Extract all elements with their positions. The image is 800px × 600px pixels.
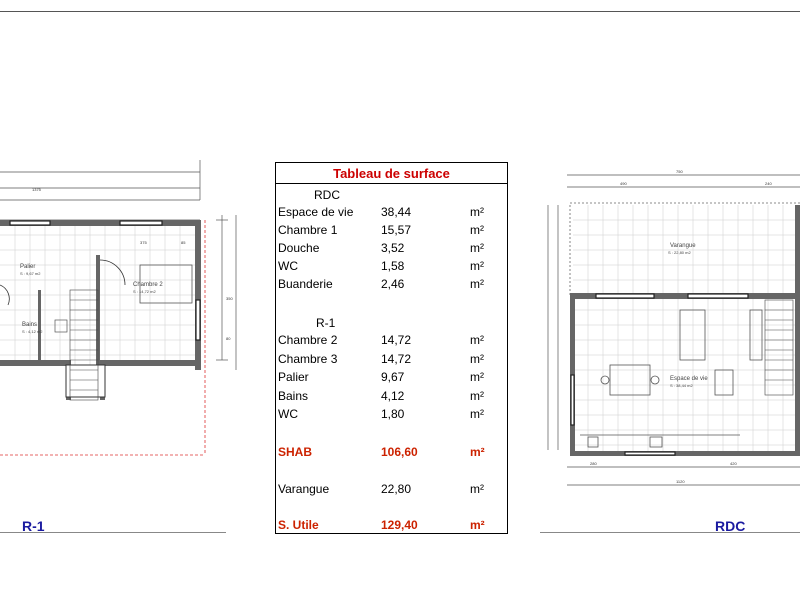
table-row [276, 407, 507, 425]
table-row [276, 277, 507, 295]
row-unit: m² [470, 333, 484, 347]
table-row [276, 352, 507, 370]
table-row-utile [276, 518, 507, 536]
row-unit: m² [470, 352, 484, 366]
row-value: 14,72 [381, 352, 412, 366]
row-name: WC [278, 259, 298, 273]
floor-plan-r1 [0, 160, 250, 470]
top-border-line [0, 11, 800, 12]
table-title-divider [276, 183, 507, 184]
room-label-espace: Espace de vie [670, 376, 708, 382]
table-row [276, 370, 507, 388]
row-unit: m² [470, 445, 485, 459]
row-unit: m² [470, 407, 484, 421]
room-label-varangue: Varangue [670, 243, 696, 249]
row-name: Buanderie [278, 277, 333, 291]
room-label-palier: Palier [20, 264, 36, 270]
room-area-bains: S : 4,12 m2 [22, 329, 43, 334]
row-name: S. Utile [278, 518, 319, 532]
row-unit: m² [470, 389, 484, 403]
row-name: Bains [278, 389, 309, 403]
dim-label: 280 [590, 461, 597, 466]
dim-label: 490 [620, 181, 627, 186]
table-row [276, 205, 507, 223]
table-title: Tableau de surface [333, 166, 450, 181]
row-value: 1,80 [381, 407, 405, 421]
row-name: Palier [278, 370, 309, 384]
table-row [276, 259, 507, 277]
row-value: 2,46 [381, 277, 405, 291]
dim-label: 375 [140, 240, 147, 245]
room-area-chambre2: S : 14,72 m2 [133, 289, 156, 294]
surface-table [275, 162, 508, 534]
table-row [276, 241, 507, 259]
row-value: 129,40 [381, 518, 418, 532]
dim-label: 80 [226, 336, 231, 341]
row-unit: m² [470, 518, 485, 532]
dim-label: 350 [226, 296, 233, 301]
row-value: 22,80 [381, 482, 412, 496]
row-unit: m² [470, 205, 484, 219]
row-name: Varangue [278, 482, 330, 496]
plan-label-rdc: RDC [715, 518, 746, 534]
row-value: 3,52 [381, 241, 405, 255]
table-row [276, 333, 507, 351]
table-row-shab [276, 445, 507, 463]
section-header-r1: R-1 [316, 316, 336, 330]
dim-label: 1375 [32, 187, 41, 192]
row-value: 1,58 [381, 259, 405, 273]
plan-label-r1: R-1 [22, 518, 45, 534]
dim-label: 85 [181, 240, 186, 245]
row-name: Espace de vie [278, 205, 354, 219]
dim-label: 750 [676, 169, 683, 174]
dim-label: 240 [765, 181, 772, 186]
row-unit: m² [470, 223, 484, 237]
room-label-bains: Bains [22, 322, 38, 328]
dim-label: 1120 [676, 479, 685, 484]
row-unit: m² [470, 241, 484, 255]
row-unit: m² [470, 370, 484, 384]
room-area-varangue: S : 22,80 m2 [668, 250, 691, 255]
row-name: Chambre 2 [278, 333, 338, 347]
table-row [276, 223, 507, 241]
label-underline-rdc [540, 532, 800, 533]
row-unit: m² [470, 259, 484, 273]
room-label-chambre2: Chambre 2 [133, 282, 163, 288]
floor-plan-rdc [540, 165, 800, 500]
row-value: 4,12 [381, 389, 405, 403]
row-name: SHAB [278, 445, 313, 459]
table-row-varangue [276, 482, 507, 500]
room-area-espace: S : 38,44 m2 [670, 383, 693, 388]
row-value: 106,60 [381, 445, 418, 459]
row-value: 14,72 [381, 333, 412, 347]
row-unit: m² [470, 482, 484, 496]
row-name: Douche [278, 241, 320, 255]
room-area-palier: S : 9,67 m2 [20, 271, 41, 276]
row-unit: m² [470, 277, 484, 291]
row-value: 9,67 [381, 370, 405, 384]
row-name: WC [278, 407, 298, 421]
row-name: Chambre 1 [278, 223, 338, 237]
row-value: 15,57 [381, 223, 412, 237]
row-name: Chambre 3 [278, 352, 338, 366]
section-header-rdc: RDC [314, 188, 340, 202]
row-value: 38,44 [381, 205, 412, 219]
dim-label: 420 [730, 461, 737, 466]
table-row [276, 389, 507, 407]
